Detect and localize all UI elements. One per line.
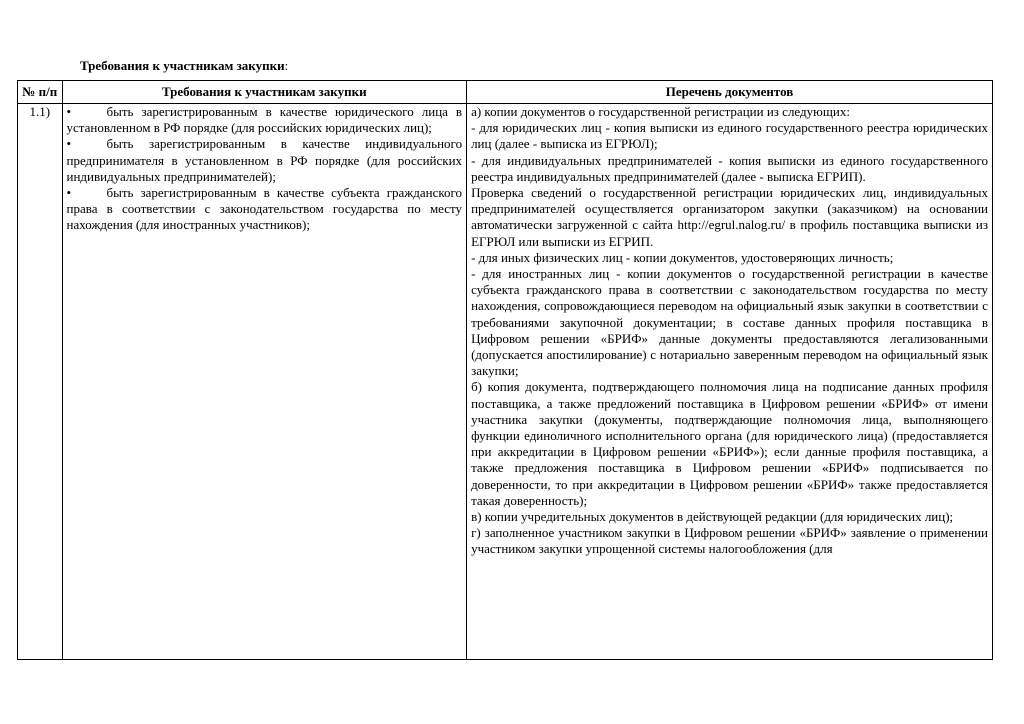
requirement-text: быть зарегистрированным в качестве индивидуального предпринимателя в установленном в РФ порядке (для российских индивидуальных предпринимателей); (66, 136, 463, 184)
documents-cell (467, 104, 993, 660)
heading-colon: : (284, 58, 289, 73)
document-paragraph: в) копии учредительных документов в действующей редакции (для юридических лиц); (471, 509, 954, 525)
table-row (18, 104, 993, 660)
requirements-cell (62, 104, 467, 660)
requirement-item (67, 104, 463, 136)
bullet-icon: • (66, 185, 72, 201)
requirement-text: быть зарегистрированным в качестве юридического лица в установленном в РФ порядке (для российских юридических лиц); (66, 104, 463, 136)
document-paragraph: б) копия документа, подтверждающего полномочия лица на подписание данных профиля поставщика, а также предложений поставщика в Цифровом решении «БРИФ» от имени участника закупки (документы, подтверждающие полномочия лица, выполняющего функции единоличного исполнительного органа (для юридического лица) (предоставляется при аккредитации в Цифровом решении «БРИФ»); если данные профиля поставщика, а также предложения поставщика в Цифровом решении «БРИФ» подписывается по доверенности, то при аккредитации в Цифровом решении «БРИФ» также предоставляется такая доверенность); (471, 379, 988, 508)
document-paragraph: - для индивидуальных предпринимателей - копия выписки из единого государственного реестра индивидуальных предпринимателей (далее - выписка ЕГРИП). (471, 152, 988, 184)
header-num: № п/п (18, 81, 63, 104)
table-header-row (18, 81, 993, 104)
bullet-icon: • (66, 104, 72, 119)
requirement-item (67, 136, 463, 185)
heading-title: Требования к участникам закупки (80, 58, 285, 73)
requirement-item (67, 185, 463, 234)
requirement-text: быть зарегистрированным в качестве субъекта гражданского права в соответствии с законодательством государства по месту нахождения (для иностранных участников); (66, 185, 463, 233)
header-requirements: Требования к участникам закупки (62, 81, 467, 104)
header-documents: Перечень документов (467, 81, 993, 104)
requirements-table (17, 80, 993, 660)
bullet-icon: • (66, 136, 72, 152)
document-paragraph: Проверка сведений о государственной регистрации юридических лиц, индивидуальных предпринимателей осуществляется организатором закупки (заказчиком) на основании автоматически загруженной с сайта http://egrul.nalog.ru/ в профиль поставщика выписки из ЕГРЮЛ или выписки из ЕГРИП. (471, 185, 988, 249)
document-paragraph: а) копии документов о государственной регистрации из следующих: (471, 104, 850, 119)
document-paragraph: - для иностранных лиц - копии документов о государственной регистрации в качестве субъекта гражданского права в соответствии с законодательством государства по месту нахождения, сопровождающиеся переводом на официальный язык закупки в соответствии с требованиями закупочной документации; в составе данных профиля поставщика в Цифровом решении «БРИФ» данные документы предоставляются легализованными (допускается апостилирование) с нотариально заверенным переводом на официальный язык закупки; (471, 266, 988, 379)
document-paragraph: - для юридических лиц - копия выписки из единого государственного реестра юридических лиц (далее - выписка из ЕГРЮЛ); (471, 120, 988, 152)
row-number: 1.1) (18, 104, 63, 660)
page-heading (80, 58, 288, 74)
document-paragraph: г) заполненное участником закупки в Цифровом решении «БРИФ» заявление о применении участником закупки упрощенной системы налогообложения (для (471, 525, 988, 557)
document-paragraph: - для иных физических лиц - копии документов, удостоверяющих личность; (471, 249, 894, 265)
